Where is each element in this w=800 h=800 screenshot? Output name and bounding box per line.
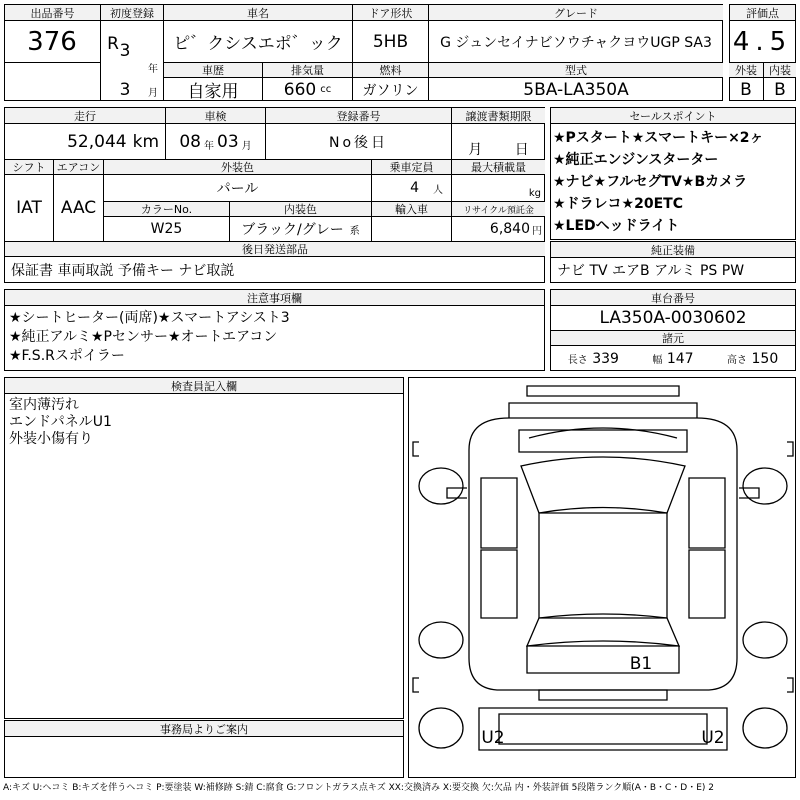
- damage-code-u2-right: U2: [701, 728, 725, 748]
- first-reg-label: 初度登録: [100, 4, 163, 21]
- recycle-label: リサイクル預託金: [451, 201, 545, 217]
- sales-item: ★ドラレコ★20ETC: [553, 196, 683, 212]
- lot-no-lower: [4, 62, 100, 101]
- insp-month: 03: [217, 131, 239, 152]
- model-label: 車名: [163, 4, 352, 21]
- left-rear-door-shape: [481, 550, 517, 618]
- damage-code-b1: B1: [629, 654, 653, 674]
- dims-label: 諸元: [551, 330, 795, 346]
- rear-right-wheel-shape: [743, 622, 787, 658]
- sales-list: [553, 127, 795, 237]
- inspector-line: 室内薄汚れ: [9, 397, 79, 413]
- caution-label: 注意事項欄: [5, 290, 544, 306]
- left-bracket-shape: [413, 442, 419, 456]
- inspector-line: エンドパネルU1: [9, 414, 112, 430]
- right-mirror-shape: [739, 488, 759, 498]
- left-front-door-shape: [481, 478, 517, 548]
- caution-line: ★純正アルミ★Pセンサー★オートエアコン: [9, 329, 278, 345]
- max-load-unit: kg: [528, 188, 541, 199]
- era: R: [107, 34, 119, 54]
- ac-label: エアコン: [53, 159, 103, 175]
- car-diagram: [408, 377, 796, 778]
- right-bracket-shape: [787, 442, 793, 456]
- dims-row: [551, 347, 795, 370]
- capacity-number: 4: [410, 180, 419, 196]
- color-no-label: カラーNo.: [103, 201, 229, 217]
- rear-window-shape: [527, 614, 679, 646]
- ext-grade: B: [740, 79, 752, 100]
- later-value: 保証書 車両取説 予備キー ナビ取説: [11, 263, 235, 279]
- year-num: 3: [119, 41, 131, 61]
- int-color-label: 内装色: [229, 201, 371, 217]
- sales-item: ★Pスタート★スマートキー×2ヶ: [553, 130, 764, 146]
- model-name: ピ゛クシスエポ゛ック: [163, 21, 352, 62]
- later-label: 後日発送部品: [5, 241, 545, 257]
- max-load-label: 最大積載量: [451, 159, 545, 175]
- sales-item: ★純正エンジンスターター: [553, 152, 719, 168]
- recycle-value: [451, 217, 545, 241]
- insp-year: 08: [179, 131, 201, 152]
- width-dim: 幅 147: [652, 350, 694, 367]
- ext-color-value: パール: [103, 175, 371, 201]
- displacement-value: [262, 78, 352, 101]
- ext-label: 外装: [729, 62, 763, 78]
- insp-year-unit: 年: [204, 141, 214, 152]
- legend-footer: A:キズ U:ヘコミ B:キズを伴うヘコミ P:要塗装 W:補修跡 S:錆 C:腐食 G:フロントガラス点キズ XX:交換済み X:要交換 欠:欠品 内・外装評価 5段階ランク順(A・B・C・D・E) 2: [3, 783, 715, 793]
- import-value: [371, 217, 451, 241]
- ext-color-label: 外装色: [103, 159, 371, 175]
- history-label: 車歴: [163, 62, 262, 78]
- capacity-unit: 人: [433, 184, 443, 196]
- recycle-number: 6,840: [489, 221, 530, 237]
- sales-item: ★ナビ★フルセグTV★Bカメラ: [553, 174, 748, 190]
- chassis-value: LA350A-0030602: [599, 308, 747, 328]
- type-label: 型式: [428, 62, 723, 78]
- displacement-label: 排気量: [262, 62, 352, 78]
- int-color-unit: 系: [349, 225, 360, 237]
- reg-no-label: 登録番号: [265, 108, 451, 124]
- shift-value: IAT: [16, 198, 42, 218]
- shift-label: シフト: [5, 159, 53, 175]
- inspector-line: 外装小傷有り: [9, 431, 93, 447]
- right-bracket-lower-shape: [787, 678, 793, 692]
- score-value: 4.5: [732, 26, 793, 57]
- caution-line: ★シートヒーター(両席)★スマートアシスト3: [9, 310, 290, 326]
- recycle-unit: 円: [532, 225, 542, 237]
- int-color-text: ブラック/グレー: [241, 222, 344, 238]
- grade-value: G ジュンセイナビソウチャクヨウUGP SA3: [428, 21, 723, 62]
- transfer-day: 日: [514, 141, 529, 158]
- chassis-label: 車台番号: [551, 290, 795, 306]
- insp-month-unit: 月: [241, 141, 252, 152]
- office-label: 事務局よりご案内: [5, 721, 403, 737]
- fuel-label: 燃料: [352, 62, 428, 78]
- rear-bumper-shape: [539, 690, 667, 700]
- int-color-value: [229, 217, 371, 241]
- transfer-label: 譲渡書類期限: [451, 108, 545, 124]
- equip-value: ナビ TV エアB アルミ PS PW: [557, 263, 745, 279]
- car-outline-diagram: [409, 378, 797, 779]
- hood-panel-shape: [519, 430, 687, 452]
- int-label: 内装: [763, 62, 796, 78]
- mileage-unit: km: [132, 131, 159, 152]
- height-dim: 高さ 150: [727, 350, 779, 367]
- rear-view-inner-shape: [499, 714, 707, 744]
- inspector-notes: [9, 397, 112, 448]
- grade-label: グレード: [428, 4, 723, 21]
- int-grade: B: [763, 78, 796, 101]
- ac-value: AAC: [53, 175, 103, 241]
- equip-label: 純正装備: [551, 242, 795, 258]
- windshield-shape: [521, 457, 685, 513]
- transfer-value: [451, 124, 545, 159]
- sales-label: セールスポイント: [551, 108, 795, 124]
- inspection-label: 車検: [165, 108, 265, 124]
- history-value: 自家用: [163, 78, 262, 101]
- right-front-door-shape: [689, 478, 725, 548]
- mileage-label: 走行: [5, 108, 165, 124]
- capacity-label: 乗車定員: [371, 159, 451, 175]
- lot-no: 376: [27, 27, 77, 57]
- mileage-value: [5, 124, 165, 159]
- body-outline-shape: [469, 418, 737, 690]
- fuel-value: ガソリン: [352, 78, 428, 101]
- right-rear-door-shape: [689, 550, 725, 618]
- color-no-value: W25: [103, 217, 229, 241]
- front-left-wheel-shape: [419, 468, 463, 504]
- type-value: 5BA-LA350A: [428, 78, 723, 101]
- capacity-value: [371, 175, 451, 201]
- door-type: 5HB: [352, 21, 428, 62]
- mileage-number: 52,044: [67, 131, 127, 152]
- month-num: 3: [119, 80, 131, 100]
- roof-shape: [539, 513, 667, 618]
- transfer-month: 月: [468, 141, 483, 158]
- displacement-number: 660: [283, 79, 317, 100]
- left-mirror-shape: [447, 488, 467, 498]
- inspector-label: 検査員記入欄: [5, 378, 403, 394]
- front-right-wheel-shape: [743, 468, 787, 504]
- year-unit: 年: [148, 63, 158, 74]
- spare-right-wheel-shape: [743, 708, 787, 748]
- reg-no-value: No後日: [265, 124, 451, 159]
- damage-code-u2-left: U2: [481, 728, 505, 748]
- hood-front-shape: [509, 403, 697, 418]
- rear-hatch-shape: [527, 646, 679, 673]
- front-bumper-shape: [527, 386, 679, 396]
- lot-no-label: 出品番号: [4, 4, 100, 21]
- caution-list: [9, 309, 290, 366]
- month-unit: 月: [148, 87, 158, 98]
- max-load-value: [451, 175, 545, 201]
- length-dim: 長さ 339: [567, 350, 619, 367]
- inspection-value: [165, 124, 265, 159]
- import-label: 輸入車: [371, 201, 451, 217]
- caution-line: ★F.S.Rスポイラー: [9, 348, 125, 364]
- score-label: 評価点: [730, 5, 795, 21]
- left-bracket-lower-shape: [413, 678, 419, 692]
- displacement-unit: cc: [320, 84, 332, 95]
- spare-left-wheel-shape: [419, 708, 463, 748]
- sales-item: ★LEDヘッドライト: [553, 218, 680, 234]
- door-label: ドア形状: [352, 4, 428, 21]
- rear-left-wheel-shape: [419, 622, 463, 658]
